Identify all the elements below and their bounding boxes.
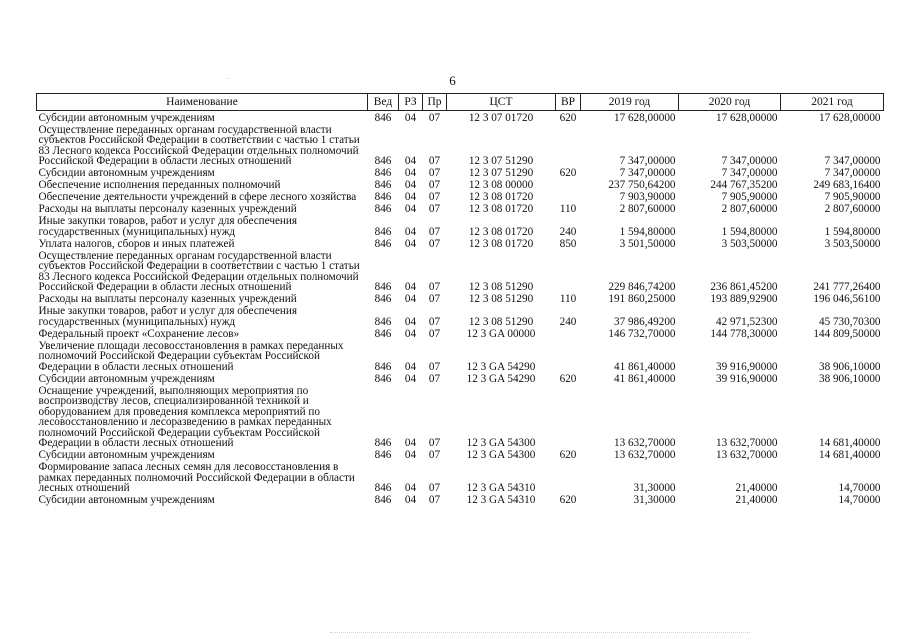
col-header-vr: ВР	[556, 94, 581, 111]
row-ved: 846	[374, 327, 392, 340]
table-header-row	[37, 94, 884, 111]
row-vr: 240	[559, 315, 577, 328]
row-name: Расходы на выплаты персоналу казенных учреждений	[38, 293, 297, 305]
row-pr: 07	[428, 281, 441, 293]
row-cst: 12 3 GA 54300	[466, 437, 536, 449]
row-pr: 07	[428, 167, 441, 179]
row-cst: 12 3 08 01720	[468, 191, 534, 203]
row-rz: 04	[404, 437, 417, 449]
row-ved: 846	[374, 315, 392, 328]
row-amount-2021: 14 681,40000	[818, 449, 881, 461]
row-name: Осуществление переданных органам государственной власти субъектов Российской Федерации в соответствии с частью 1 статьи 83 Лесного кодекса Российской Федерации отдельных полномочий Российской Федерации в области лесных отношений	[38, 249, 360, 293]
row-pr: 07	[428, 111, 441, 124]
row-rz: 04	[404, 315, 417, 328]
row-name: Осуществление переданных органам государственной власти субъектов Российской Федерации в соответствии с частью 1 статьи 83 Лесного кодекса Российской Федерации отдельных полномочий Российской Федерации в области лесных отношений	[38, 123, 360, 167]
row-amount-2019: 13 632,70000	[613, 449, 676, 461]
row-pr: 07	[428, 179, 441, 191]
row-amount-2019: 7 347,00000	[619, 155, 676, 167]
row-amount-2019: 237 750,64200	[608, 179, 676, 191]
row-amount-2021: 38 906,10000	[818, 372, 881, 385]
col-header-cst: ЦСТ	[447, 94, 556, 111]
col-header-ved: Вед	[368, 94, 399, 111]
row-pr: 07	[428, 360, 441, 373]
row-cst: 12 3 08 01720	[468, 203, 534, 215]
col-header-name: Наименование	[37, 94, 368, 111]
row-pr: 07	[428, 437, 441, 449]
row-vr: 620	[559, 494, 577, 506]
row-name: Расходы на выплаты персоналу казенных учреждений	[38, 203, 297, 215]
row-cst: 12 3 08 01720	[468, 237, 534, 250]
row-amount-2020: 7 347,00000	[721, 155, 778, 167]
row-amount-2020: 39 916,90000	[715, 372, 778, 385]
col-header-2021: 2021 год	[781, 94, 884, 111]
table-row	[37, 461, 884, 494]
row-vr: 110	[559, 203, 577, 215]
row-amount-2020: 17 628,00000	[715, 111, 778, 124]
row-rz: 04	[404, 494, 417, 506]
row-rz: 04	[404, 191, 417, 203]
row-amount-2019: 41 861,40000	[613, 372, 676, 385]
row-amount-2019: 31,30000	[633, 494, 676, 506]
row-name: Субсидии автономным учреждениям	[38, 372, 215, 385]
row-amount-2020: 144 778,30000	[710, 327, 778, 340]
row-cst: 12 3 08 51290	[468, 281, 534, 293]
row-ved: 846	[374, 360, 392, 373]
row-cst: 12 3 GA 54310	[466, 494, 536, 506]
row-ved: 846	[374, 482, 392, 494]
row-ved: 846	[374, 237, 392, 250]
row-amount-2020: 1 594,80000	[721, 225, 778, 238]
row-name: Оснащение учреждений, выполняющих мероприятия по воспроизводству лесов, специализированной техникой и оборудованием для проведения комплекса мероприятий по лесовосстановлению и лесоразведению в рамках переданных полномочий Российской Федерации субъектам Российской Федерации в области лесных отношений	[38, 384, 332, 449]
row-cst: 12 3 08 51290	[468, 315, 534, 328]
row-amount-2019: 7 903,90000	[619, 191, 676, 203]
row-cst: 12 3 GA 54300	[466, 449, 536, 461]
row-vr: 620	[559, 372, 577, 385]
row-pr: 07	[428, 191, 441, 203]
row-name: Увеличение площади лесовосстановления в рамках переданных полномочий Российской Федерации субъектам Российской Федерации в области лесных отношений	[38, 339, 344, 373]
row-vr: 110	[559, 293, 577, 305]
row-vr: 620	[559, 167, 577, 179]
row-amount-2020: 7 905,90000	[721, 191, 778, 203]
row-rz: 04	[404, 293, 417, 305]
row-amount-2021: 17 628,00000	[818, 111, 881, 124]
table-row	[37, 449, 884, 461]
row-vr	[556, 249, 581, 293]
row-amount-2021: 249 683,16400	[813, 179, 881, 191]
row-ved: 846	[374, 372, 392, 385]
row-amount-2021: 7 347,00000	[824, 155, 881, 167]
scan-artifact-line	[330, 632, 750, 634]
scan-artifact	[228, 78, 229, 79]
row-amount-2021: 2 807,60000	[824, 203, 881, 215]
row-ved: 846	[374, 225, 392, 238]
row-cst: 12 3 07 51290	[468, 155, 534, 167]
table-row	[37, 494, 884, 506]
row-rz: 04	[404, 360, 417, 373]
table-row	[37, 339, 884, 372]
row-pr: 07	[428, 155, 441, 167]
row-amount-2020: 13 632,70000	[715, 449, 778, 461]
row-cst: 12 3 07 01720	[468, 111, 534, 124]
row-cst: 12 3 GA 54310	[466, 482, 536, 494]
row-vr: 620	[559, 449, 577, 461]
row-amount-2019: 37 986,49200	[613, 315, 676, 328]
table-row	[37, 293, 884, 305]
table-row	[37, 111, 884, 124]
row-name: Субсидии автономным учреждениям	[38, 111, 215, 124]
row-vr	[556, 384, 581, 449]
row-amount-2021: 144 809,50000	[813, 327, 881, 340]
row-amount-2019: 1 594,80000	[619, 225, 676, 238]
table-row	[37, 384, 884, 449]
table-row	[37, 179, 884, 191]
row-name: Федеральный проект «Сохранение лесов»	[38, 327, 240, 340]
row-name: Субсидии автономным учреждениям	[38, 449, 215, 461]
row-amount-2019: 2 807,60000	[619, 203, 676, 215]
row-vr	[556, 461, 581, 494]
row-pr: 07	[428, 482, 441, 494]
row-amount-2021: 7 905,90000	[824, 191, 881, 203]
row-name: Субсидии автономным учреждениям	[38, 167, 215, 179]
row-ved: 846	[374, 449, 392, 461]
row-amount-2020: 236 861,45200	[710, 281, 778, 293]
row-name: Уплата налогов, сборов и иных платежей	[38, 237, 235, 250]
table-row	[37, 215, 884, 238]
row-ved: 846	[374, 203, 392, 215]
row-ved: 846	[374, 293, 392, 305]
table-row	[37, 167, 884, 179]
row-amount-2020: 193 889,92900	[710, 293, 778, 305]
row-name: Иные закупки товаров, работ и услуг для обеспечения государственных (муниципальных) нужд	[38, 305, 298, 328]
table-row	[37, 249, 884, 293]
row-vr	[556, 191, 581, 203]
row-cst: 12 3 08 01720	[468, 225, 534, 238]
row-vr	[556, 327, 581, 339]
row-rz: 04	[404, 225, 417, 238]
row-rz: 04	[404, 203, 417, 215]
row-rz: 04	[404, 167, 417, 179]
row-rz: 04	[404, 237, 417, 250]
row-pr: 07	[428, 315, 441, 328]
row-pr: 07	[428, 327, 441, 340]
row-amount-2021: 45 730,70300	[818, 315, 881, 328]
row-rz: 04	[404, 327, 417, 340]
row-ved: 846	[374, 167, 392, 179]
row-rz: 04	[404, 482, 417, 494]
row-amount-2019: 7 347,00000	[619, 167, 676, 179]
row-vr: 850	[559, 237, 577, 250]
col-header-2020: 2020 год	[679, 94, 781, 111]
budget-table	[36, 93, 884, 506]
table-row	[37, 237, 884, 249]
row-name: Субсидии автономным учреждениям	[38, 494, 215, 506]
row-amount-2019: 229 846,74200	[608, 281, 676, 293]
row-rz: 04	[404, 281, 417, 293]
table-row	[37, 372, 884, 384]
row-vr: 620	[559, 111, 577, 124]
row-cst: 12 3 08 51290	[468, 293, 534, 305]
row-amount-2020: 244 767,35200	[710, 179, 778, 191]
row-amount-2021: 14,70000	[838, 482, 881, 494]
row-amount-2020: 2 807,60000	[721, 203, 778, 215]
row-ved: 846	[374, 155, 392, 167]
row-amount-2020: 42 971,52300	[715, 315, 778, 328]
table-row	[37, 203, 884, 215]
row-name: Обеспечение исполнения переданных полномочий	[38, 179, 281, 191]
row-pr: 07	[428, 449, 441, 461]
row-amount-2020: 13 632,70000	[715, 437, 778, 449]
row-amount-2021: 38 906,10000	[818, 360, 881, 373]
row-name: Обеспечение деятельности учреждений в сфере лесного хозяйства	[38, 191, 357, 203]
row-pr: 07	[428, 237, 441, 250]
row-ved: 846	[374, 179, 392, 191]
row-name: Формирование запаса лесных семян для лесовосстановления в рамках переданных полномочий Российской Федерации в области лесных отношений	[38, 461, 355, 494]
row-rz: 04	[404, 155, 417, 167]
row-vr	[556, 339, 581, 372]
row-amount-2021: 1 594,80000	[824, 225, 881, 238]
table-row	[37, 123, 884, 167]
row-ved: 846	[374, 437, 392, 449]
row-amount-2021: 241 777,26400	[813, 281, 881, 293]
table-row	[37, 327, 884, 339]
col-header-2019: 2019 год	[581, 94, 679, 111]
row-cst: 12 3 GA 54290	[466, 372, 536, 385]
row-amount-2020: 3 503,50000	[721, 237, 778, 250]
row-amount-2020: 39 916,90000	[715, 360, 778, 373]
row-amount-2021: 14 681,40000	[818, 437, 881, 449]
row-ved: 846	[374, 281, 392, 293]
row-pr: 07	[428, 372, 441, 385]
page-number: 6	[449, 73, 456, 88]
row-amount-2021: 7 347,00000	[824, 167, 881, 179]
row-amount-2020: 7 347,00000	[721, 167, 778, 179]
row-ved: 846	[374, 111, 392, 124]
row-pr: 07	[428, 293, 441, 305]
row-rz: 04	[404, 372, 417, 385]
row-pr: 07	[428, 225, 441, 238]
row-amount-2021: 196 046,56100	[813, 293, 881, 305]
row-pr: 07	[428, 494, 441, 506]
row-rz: 04	[404, 449, 417, 461]
row-amount-2019: 31,30000	[633, 482, 676, 494]
row-ved: 846	[374, 494, 392, 506]
row-cst: 12 3 GA 54290	[466, 360, 536, 373]
row-amount-2019: 41 861,40000	[613, 360, 676, 373]
row-ved: 846	[374, 191, 392, 203]
table-row	[37, 305, 884, 328]
row-amount-2021: 14,70000	[838, 494, 881, 506]
row-cst: 12 3 08 00000	[468, 179, 534, 191]
row-vr	[556, 179, 581, 191]
row-vr	[556, 123, 581, 167]
row-amount-2021: 3 503,50000	[824, 237, 881, 250]
table-row	[37, 191, 884, 203]
row-name: Иные закупки товаров, работ и услуг для обеспечения государственных (муниципальных) нужд	[38, 215, 298, 238]
col-header-pr: Пр	[423, 94, 447, 111]
row-amount-2020: 21,40000	[735, 482, 778, 494]
row-rz: 04	[404, 179, 417, 191]
row-amount-2019: 3 501,50000	[619, 237, 676, 250]
row-amount-2019: 191 860,25000	[608, 293, 676, 305]
row-rz: 04	[404, 111, 417, 124]
row-cst: 12 3 GA 00000	[466, 327, 536, 340]
col-header-rz: РЗ	[399, 94, 423, 111]
row-vr: 240	[559, 225, 577, 238]
row-amount-2019: 146 732,70000	[608, 327, 676, 340]
row-amount-2020: 21,40000	[735, 494, 778, 506]
row-amount-2019: 17 628,00000	[613, 111, 676, 124]
row-cst: 12 3 07 51290	[468, 167, 534, 179]
row-amount-2019: 13 632,70000	[613, 437, 676, 449]
table-body	[37, 111, 884, 506]
row-pr: 07	[428, 203, 441, 215]
